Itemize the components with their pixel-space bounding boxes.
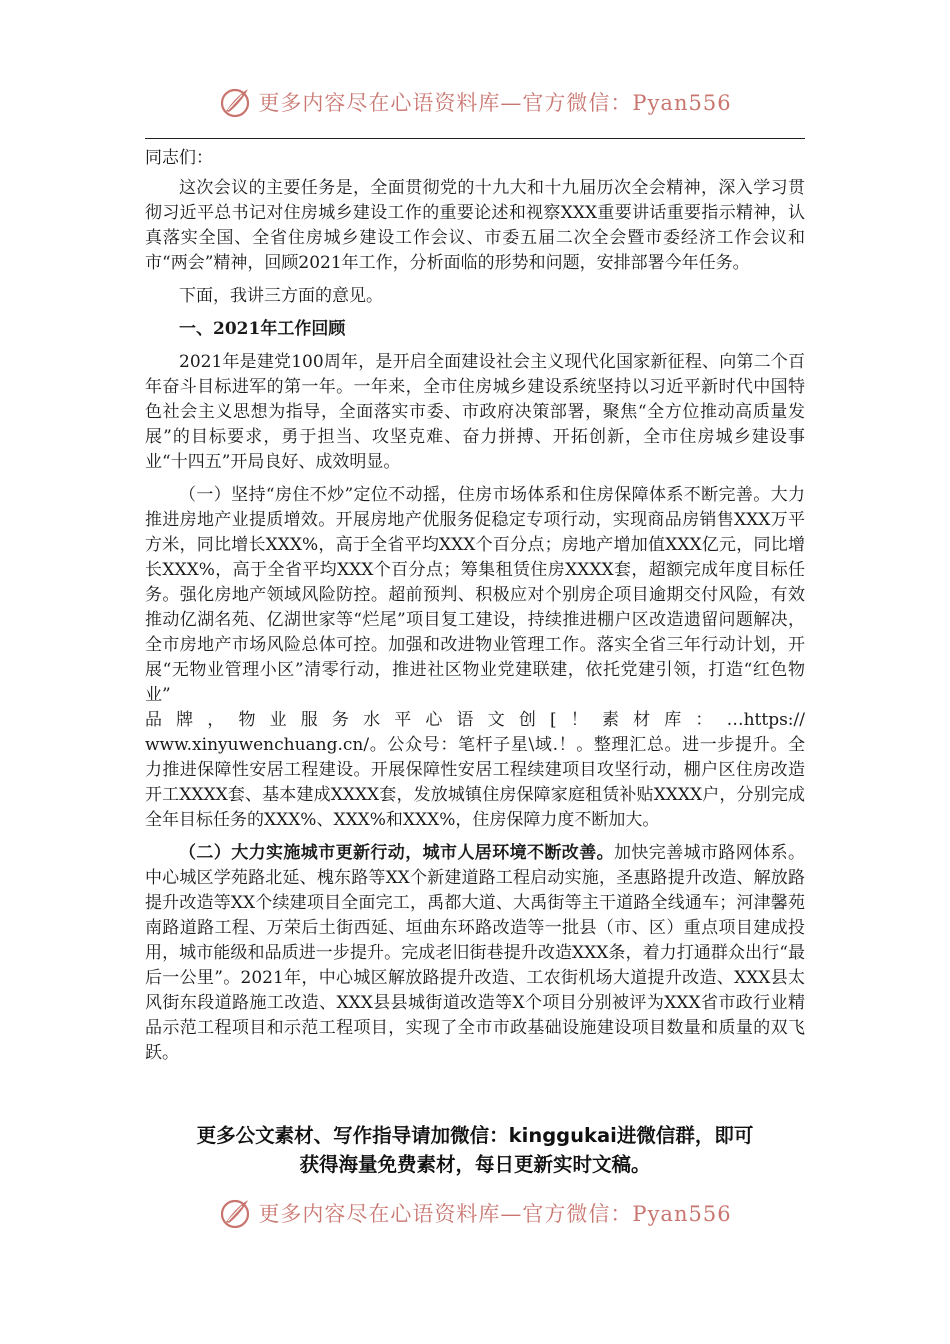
greeting: 同志们： [145,148,213,168]
item-1-text-b: 品牌，物业服务水平心语文创[！素材库：…https:// [145,710,805,730]
document-body [145,146,805,1066]
quill-logo-icon [218,85,252,119]
item-2-body: 加快完善城市路网体系。中心城区学苑路北延、槐东路等XX个新建道路工程启动实施，圣惠路提升改造、解放路提升改造等XX个续建项目全面完工，禹都大道、大禹街等主干道路全线通车；河津馨苑南路道路工程、万荣后土街西延、垣曲东环路改造等一批县（市、区）重点项目建成投用，城市能级和品质进一步提升。完成老旧街巷提升改造XXX条，着力打通群众出行“最后一公里”。2021年，中心城区解放路提升改造、工农街机场大道提升改造、XXX县太风街东段道路施工改造、XXX县县城街道改造等X个项目分别被评为XXX省市政行业精品示范工程项目和示范工程项目，实现了全市市政基础设施建设项目数量和质量的双飞跃。 [145,843,805,1063]
header-divider [145,138,805,139]
item-1-text-a: （一）坚持“房住不炒”定位不动摇，住房市场体系和住房保障体系不断完善。大力推进房地产业提质增效。开展房地产优服务促稳定专项行动，实现商品房销售XXX万平方米，同比增长XXX%，高于全省平均XXX个百分点；房地产增加值XXX亿元，同比增长XXX%，高于全省平均XXX个百分点；筹集租赁住房XXXX套，超额完成年度目标任务。强化房地产领域风险防控。超前预判、积极应对个别房企项目逾期交付风险，有效推动亿湖名苑、亿湖世家等“烂尾”项目复工建设，持续推进棚户区改造遗留问题解决，全市房地产市场风险总体可控。加强和改进物业管理工作。落实全省三年行动计划，开展“无物业管理小区”清零行动，推进社区物业党建联建，依托党建引领，打造“红色物业” [145,485,805,705]
section-1-heading: 一、2021年工作回顾 [179,319,346,339]
promo-notice [130,1121,820,1179]
item-2-paragraph [145,841,805,1066]
intro-paragraph: 这次会议的主要任务是，全面贯彻党的十九大和十九届历次全会精神，深入学习贯彻习近平总书记对住房城乡建设工作的重要论述和视察XXX重要讲话重要指示精神，认真落实全国、全省住房城乡建设工作会议、市委五届二次全会暨市委经济工作会议和市“两会”精神，回顾2021年工作，分析面临的形势和问题，安排部署今年任务。 [145,178,805,273]
footer-banner [0,1193,950,1233]
promo-line-1: 更多公文素材、写作指导请加微信：kinggukai进微信群，即可 [196,1124,754,1147]
section-1-intro: 2021年是建党100周年，是开启全面建设社会主义现代化国家新征程、向第二个百年奋斗目标进军的第一年。一年来，全市住房城乡建设系统坚持以习近平新时代中国特色社会主义思想为指导，全面落实市委、市政府决策部署，聚焦“全方位推动高质量发展”的目标要求，勇于担当、攻坚克难、奋力拼搏、开拓创新，全市住房城乡建设事业“十四五”开局良好、成效明显。 [145,352,805,472]
header-banner-text: 更多内容尽在心语资料库—官方微信：Pyan556 [258,91,732,115]
item-2-lead: （二）大力实施城市更新行动，城市人居环境不断改善。 [179,843,614,863]
promo-line-2: 获得海量免费素材，每日更新实时文稿。 [299,1153,651,1176]
quill-logo-icon [218,1196,252,1230]
footer-banner-text: 更多内容尽在心语资料库—官方微信：Pyan556 [258,1202,732,1226]
item-1-text-c: www.xinyuwenchuang.cn/。公众号：笔杆子星\域.！。整理汇总。进一步提升。全力推进保障性安居工程建设。开展保障性安居工程续建项目攻坚行动，棚户区住房改造开工XXXX套、基本建成XXXX套，发放城镇住房保障家庭租赁补贴XXXX户，分别完成全年目标任务的XXX%、XXX%和XXX%，住房保障力度不断加大。 [145,735,805,830]
item-1-paragraph [145,483,805,833]
opening-paragraph: 下面，我讲三方面的意见。 [179,286,383,306]
header-banner [0,82,950,122]
